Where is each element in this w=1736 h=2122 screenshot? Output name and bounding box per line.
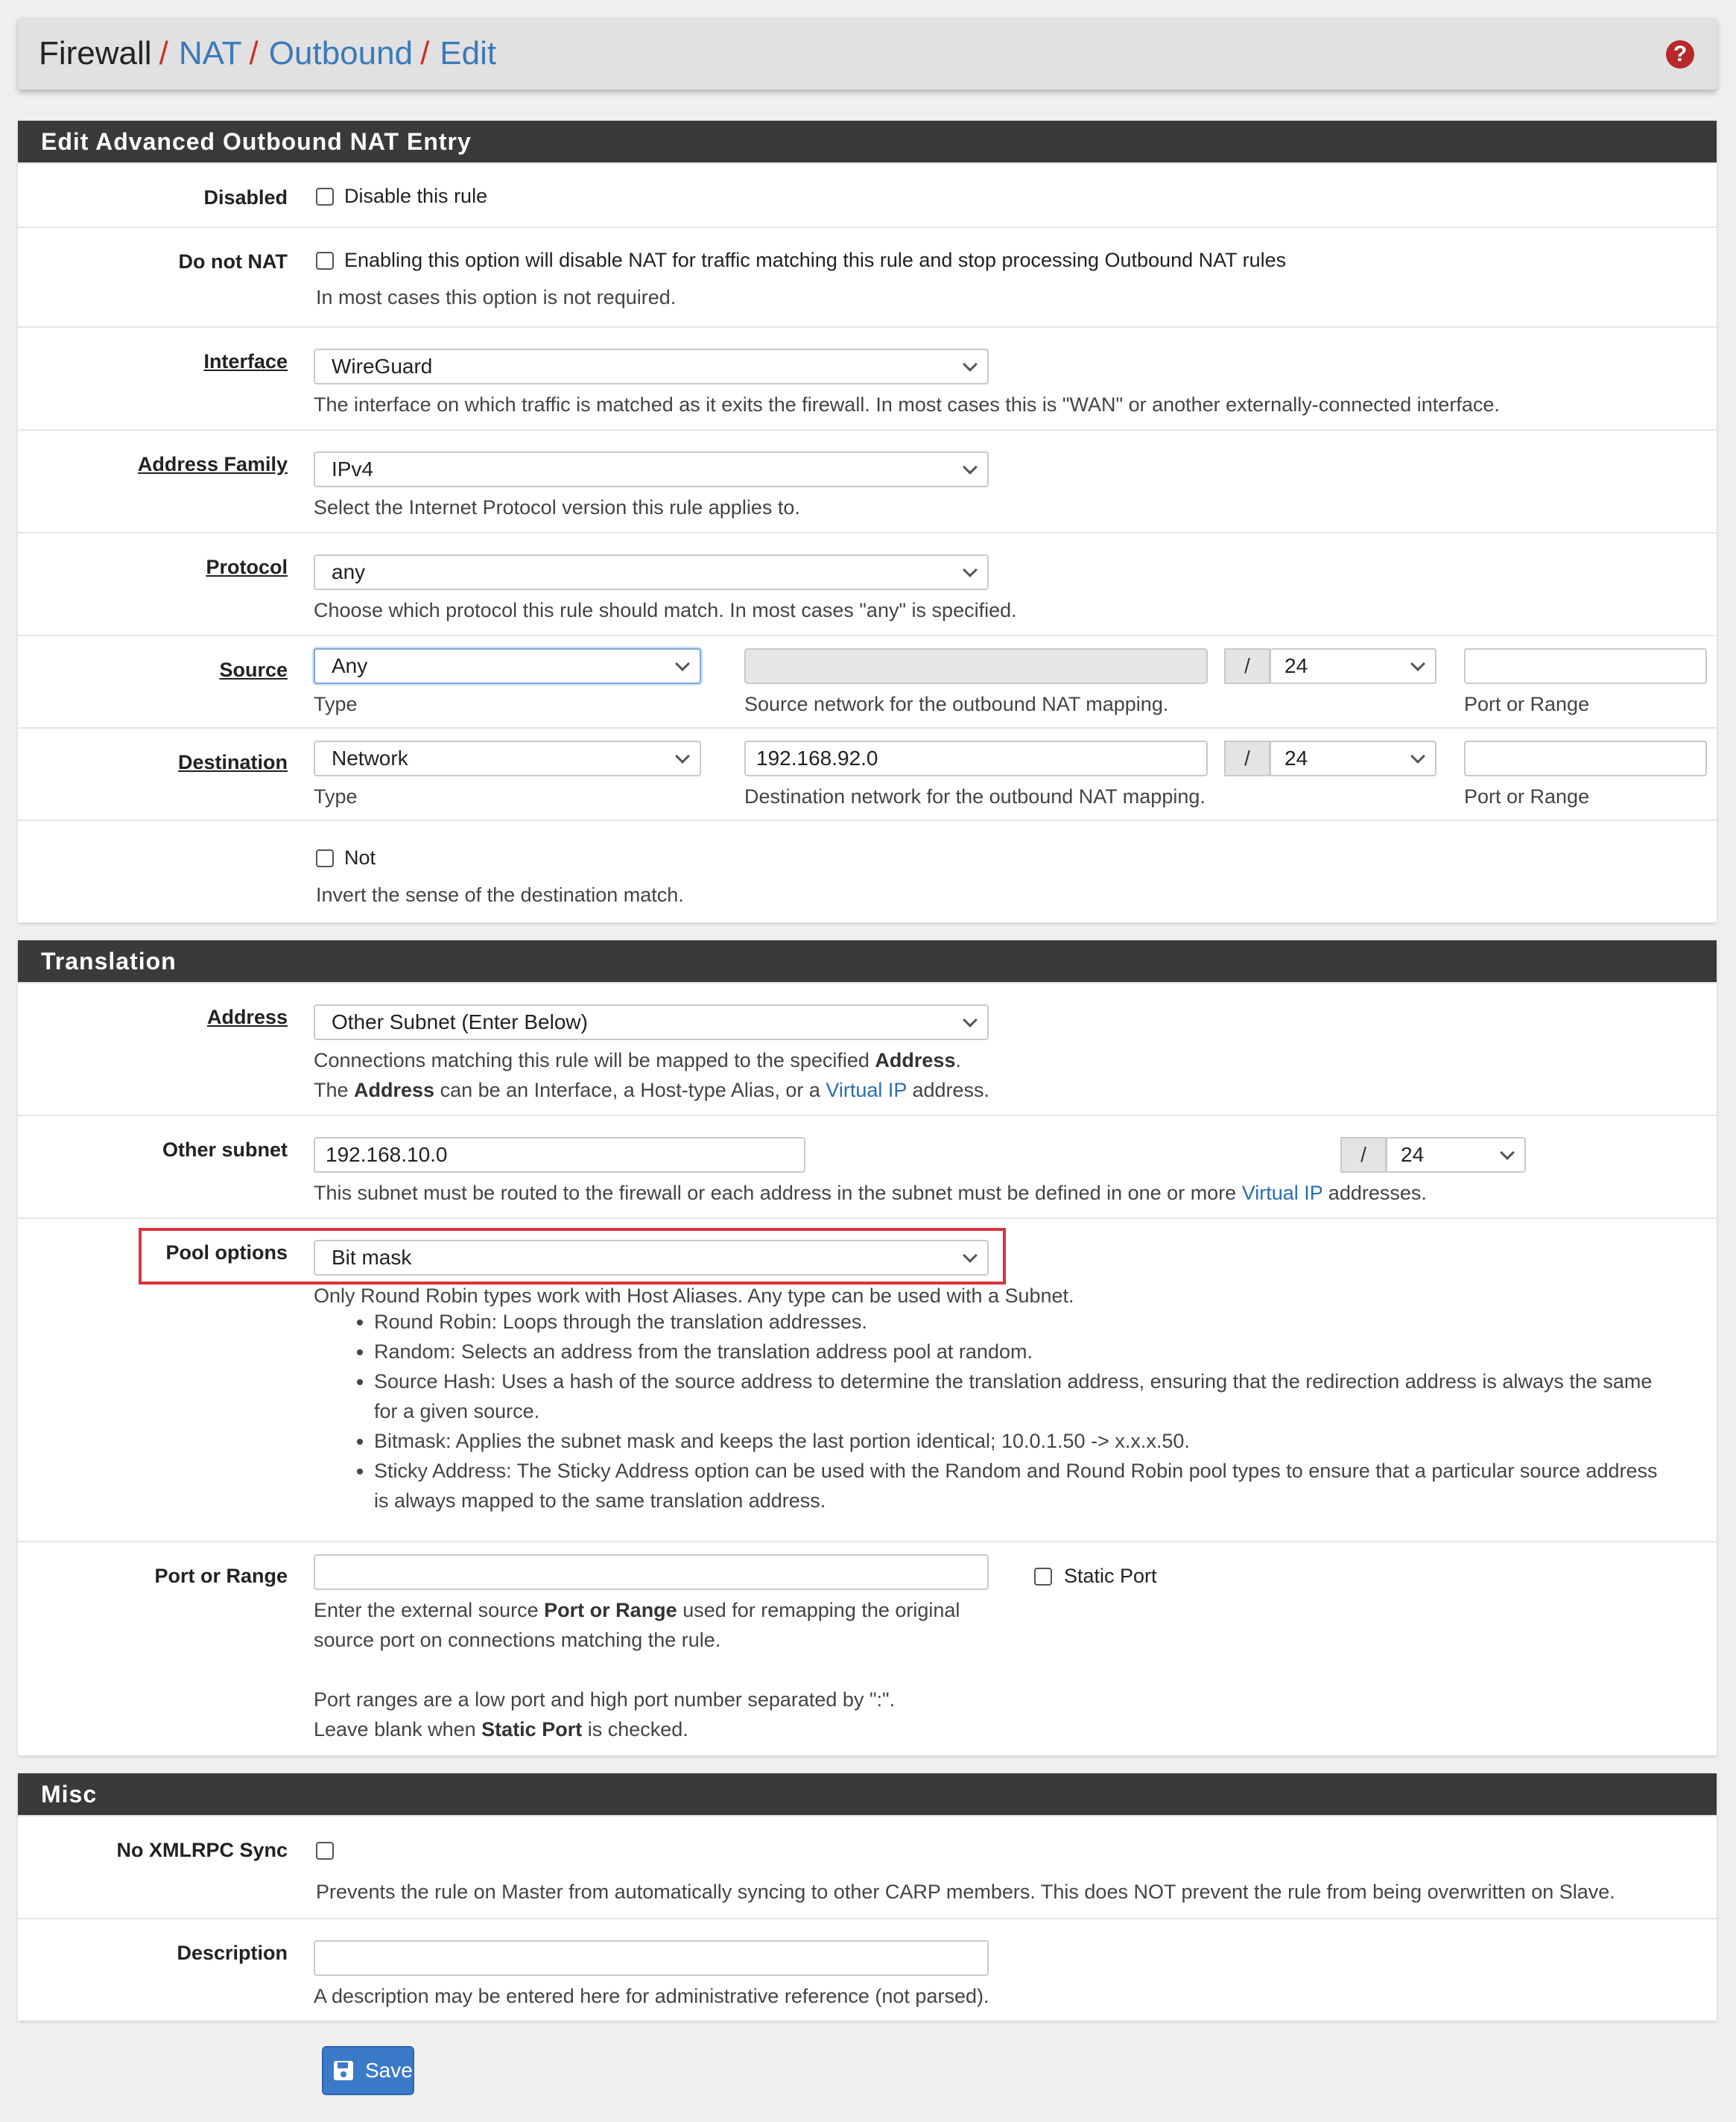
translation-address-value: Other Subnet (Enter Below) xyxy=(332,1010,588,1033)
pool-option-source-hash-cont: for a given source. xyxy=(374,1400,540,1422)
pool-option-round-robin: • Round Robin: Loops through the translation addresses. xyxy=(374,1307,1658,1337)
misc-panel xyxy=(18,1773,1717,2021)
destination-type-select[interactable] xyxy=(314,741,701,776)
interface-help: The interface on which traffic is matched as it exits the firewall. In most cases this is "WAN" or another externally-connected interface. xyxy=(314,393,1500,416)
breadcrumb-separator: / xyxy=(420,35,430,72)
destination-label: Destination xyxy=(177,751,288,773)
panel-title: Misc xyxy=(18,1773,1717,1815)
row-pool-options xyxy=(18,1217,1717,1541)
chevron-down-icon xyxy=(1500,1145,1515,1160)
source-network-input[interactable] xyxy=(744,648,1208,684)
protocol-select[interactable] xyxy=(314,554,989,590)
other-subnet-input[interactable]: 192.168.10.0 xyxy=(314,1137,805,1173)
port-range-help-2: source port on connections matching the rule. xyxy=(314,1629,721,1651)
edit-nat-entry-panel xyxy=(18,121,1717,922)
save-button-label: Save xyxy=(365,2059,413,2082)
breadcrumb-separator: / xyxy=(159,35,168,72)
address-family-help: Select the Internet Protocol version this rule applies to. xyxy=(314,496,800,519)
pool-option-sticky: • Sticky Address: The Sticky Address option can be used with the Random and Round Robin pool types to ensure that a particular source address xyxy=(374,1456,1658,1486)
address-family-value: IPv4 xyxy=(332,457,374,481)
disabled-checkbox[interactable] xyxy=(316,188,334,206)
port-range-input[interactable] xyxy=(314,1554,989,1590)
translation-panel xyxy=(18,940,1717,1755)
source-mask-select[interactable] xyxy=(1270,648,1436,684)
destination-mask-select[interactable] xyxy=(1270,741,1436,776)
source-type-help: Type xyxy=(314,693,358,715)
interface-select[interactable] xyxy=(314,349,989,384)
source-port-help: Port or Range xyxy=(1464,693,1590,715)
row-xmlrpc xyxy=(18,1815,1717,1918)
not-checkbox-text: Not xyxy=(344,846,376,869)
disabled-checkbox-text: Disable this rule xyxy=(344,185,488,207)
pool-options-select[interactable] xyxy=(314,1240,989,1276)
row-interface xyxy=(18,326,1717,429)
row-port-range xyxy=(18,1541,1717,1755)
other-subnet-mask-select[interactable] xyxy=(1386,1137,1526,1173)
chevron-down-icon xyxy=(963,1013,978,1027)
virtual-ip-link[interactable]: Virtual IP xyxy=(826,1079,907,1101)
port-range-help-3: Port ranges are a low port and high port number separated by ":". xyxy=(314,1688,896,1711)
description-input[interactable] xyxy=(314,1940,989,1976)
port-range-help-4: Leave blank when Static Port is checked. xyxy=(314,1718,688,1741)
other-subnet-mask-value: 24 xyxy=(1401,1143,1425,1166)
source-slash: / xyxy=(1224,648,1270,684)
row-destination xyxy=(18,727,1717,820)
destination-port-help: Port or Range xyxy=(1464,785,1590,808)
destination-network-help: Destination network for the outbound NAT mapping. xyxy=(744,785,1206,808)
source-mask-value: 24 xyxy=(1284,654,1308,677)
breadcrumb-edit-link[interactable]: Edit xyxy=(440,35,497,72)
pool-option-random: • Random: Selects an address from the translation address pool at random. xyxy=(374,1337,1658,1366)
pool-options-value: Bit mask xyxy=(332,1246,412,1269)
static-port-text: Static Port xyxy=(1064,1565,1157,1587)
panel-title: Edit Advanced Outbound NAT Entry xyxy=(18,121,1717,162)
interface-label: Interface xyxy=(203,350,288,373)
row-address-family xyxy=(18,429,1717,532)
not-checkbox[interactable] xyxy=(316,849,334,867)
description-help: A description may be entered here for administrative reference (not parsed). xyxy=(314,1985,989,2007)
description-label: Description xyxy=(177,1942,288,1964)
chevron-down-icon xyxy=(963,460,978,475)
interface-select-value: WireGuard xyxy=(332,355,433,378)
xmlrpc-label: No XMLRPC Sync xyxy=(116,1839,288,1861)
question-circle-icon[interactable]: ? xyxy=(1666,40,1694,69)
pool-option-source-hash: • Source Hash: Uses a hash of the source address to determine the translation address, ensuring that the redirection address is always the same xyxy=(374,1366,1658,1396)
destination-slash: / xyxy=(1224,741,1270,776)
panel-title: Translation xyxy=(18,940,1717,982)
row-do-not-nat xyxy=(18,227,1717,326)
pool-option-bitmask: • Bitmask: Applies the subnet mask and keeps the last portion identical; 10.0.1.50 -> x.x.x.50. xyxy=(374,1426,1658,1456)
chevron-down-icon xyxy=(963,563,978,577)
destination-mask-value: 24 xyxy=(1284,747,1308,770)
row-description xyxy=(18,1918,1717,2021)
chevron-down-icon xyxy=(963,357,978,372)
translation-address-label: Address xyxy=(206,1006,288,1028)
breadcrumb-outbound-link[interactable]: Outbound xyxy=(268,35,414,72)
port-range-label: Port or Range xyxy=(154,1565,288,1587)
destination-port-input[interactable] xyxy=(1464,741,1707,776)
source-type-select[interactable] xyxy=(314,648,701,684)
protocol-label: Protocol xyxy=(206,556,288,578)
breadcrumb-separator: / xyxy=(249,35,259,72)
save-button[interactable] xyxy=(322,2046,414,2095)
row-disabled xyxy=(18,162,1717,227)
address-family-label: Address Family xyxy=(137,453,288,475)
breadcrumb-firewall: Firewall xyxy=(39,35,152,72)
translation-address-select[interactable] xyxy=(314,1004,989,1040)
static-port-checkbox[interactable] xyxy=(1034,1568,1052,1586)
do-not-nat-text: Enabling this option will disable NAT for traffic matching this rule and stop processing Outbound NAT rules xyxy=(344,249,1287,271)
destination-type-help: Type xyxy=(314,785,358,808)
port-range-help-1: Enter the external source Port or Range used for remapping the original xyxy=(314,1599,960,1621)
destination-type-value: Network xyxy=(332,747,408,770)
not-help: Invert the sense of the destination match. xyxy=(316,884,684,906)
row-source xyxy=(18,635,1717,727)
translation-address-help-1: Connections matching this rule will be mapped to the specified Address. xyxy=(314,1049,961,1071)
row-not xyxy=(18,820,1717,922)
pool-options-label: Pool options xyxy=(165,1241,288,1264)
breadcrumb-nat-link[interactable]: NAT xyxy=(178,35,242,72)
row-translation-address xyxy=(18,982,1717,1115)
pool-option-sticky-cont: is always mapped to the same translation address. xyxy=(374,1489,826,1512)
breadcrumb xyxy=(18,18,1717,89)
other-subnet-help: This subnet must be routed to the firewall or each address in the subnet must be defined in one or more Virtual IP addresses. xyxy=(314,1182,1427,1204)
source-network-help: Source network for the outbound NAT mapping. xyxy=(744,693,1169,715)
source-label: Source xyxy=(219,659,288,681)
row-other-subnet xyxy=(18,1115,1717,1217)
do-not-nat-label: Do not NAT xyxy=(178,250,288,273)
xmlrpc-checkbox[interactable] xyxy=(316,1842,334,1860)
other-subnet-label: Other subnet xyxy=(162,1138,288,1161)
virtual-ip-link[interactable]: Virtual IP xyxy=(1241,1182,1323,1204)
pool-options-help: Only Round Robin types work with Host Aliases. Any type can be used with a Subnet. xyxy=(314,1285,1074,1307)
source-port-input[interactable] xyxy=(1464,648,1707,684)
chevron-down-icon xyxy=(1410,749,1425,764)
translation-address-help-2: The Address can be an Interface, a Host-type Alias, or a Virtual IP address. xyxy=(314,1079,990,1101)
do-not-nat-checkbox[interactable] xyxy=(316,252,334,270)
address-family-select[interactable] xyxy=(314,452,989,487)
chevron-down-icon xyxy=(963,1248,978,1263)
destination-network-input[interactable]: 192.168.92.0 xyxy=(744,741,1208,776)
protocol-value: any xyxy=(332,560,366,583)
disabled-label: Disabled xyxy=(203,186,288,209)
xmlrpc-help: Prevents the rule on Master from automatically syncing to other CARP members. This does NOT prevent the rule from being overwritten on Slave. xyxy=(316,1881,1615,1903)
chevron-down-icon xyxy=(675,749,690,764)
source-type-value: Any xyxy=(332,654,368,677)
protocol-help: Choose which protocol this rule should match. In most cases "any" is specified. xyxy=(314,599,1017,621)
save-icon xyxy=(332,2059,355,2082)
row-protocol xyxy=(18,532,1717,635)
pool-options-list xyxy=(340,1307,1658,1516)
chevron-down-icon xyxy=(1410,656,1425,671)
other-subnet-slash: / xyxy=(1340,1137,1387,1173)
chevron-down-icon xyxy=(675,656,690,671)
do-not-nat-help: In most cases this option is not required. xyxy=(316,286,677,308)
